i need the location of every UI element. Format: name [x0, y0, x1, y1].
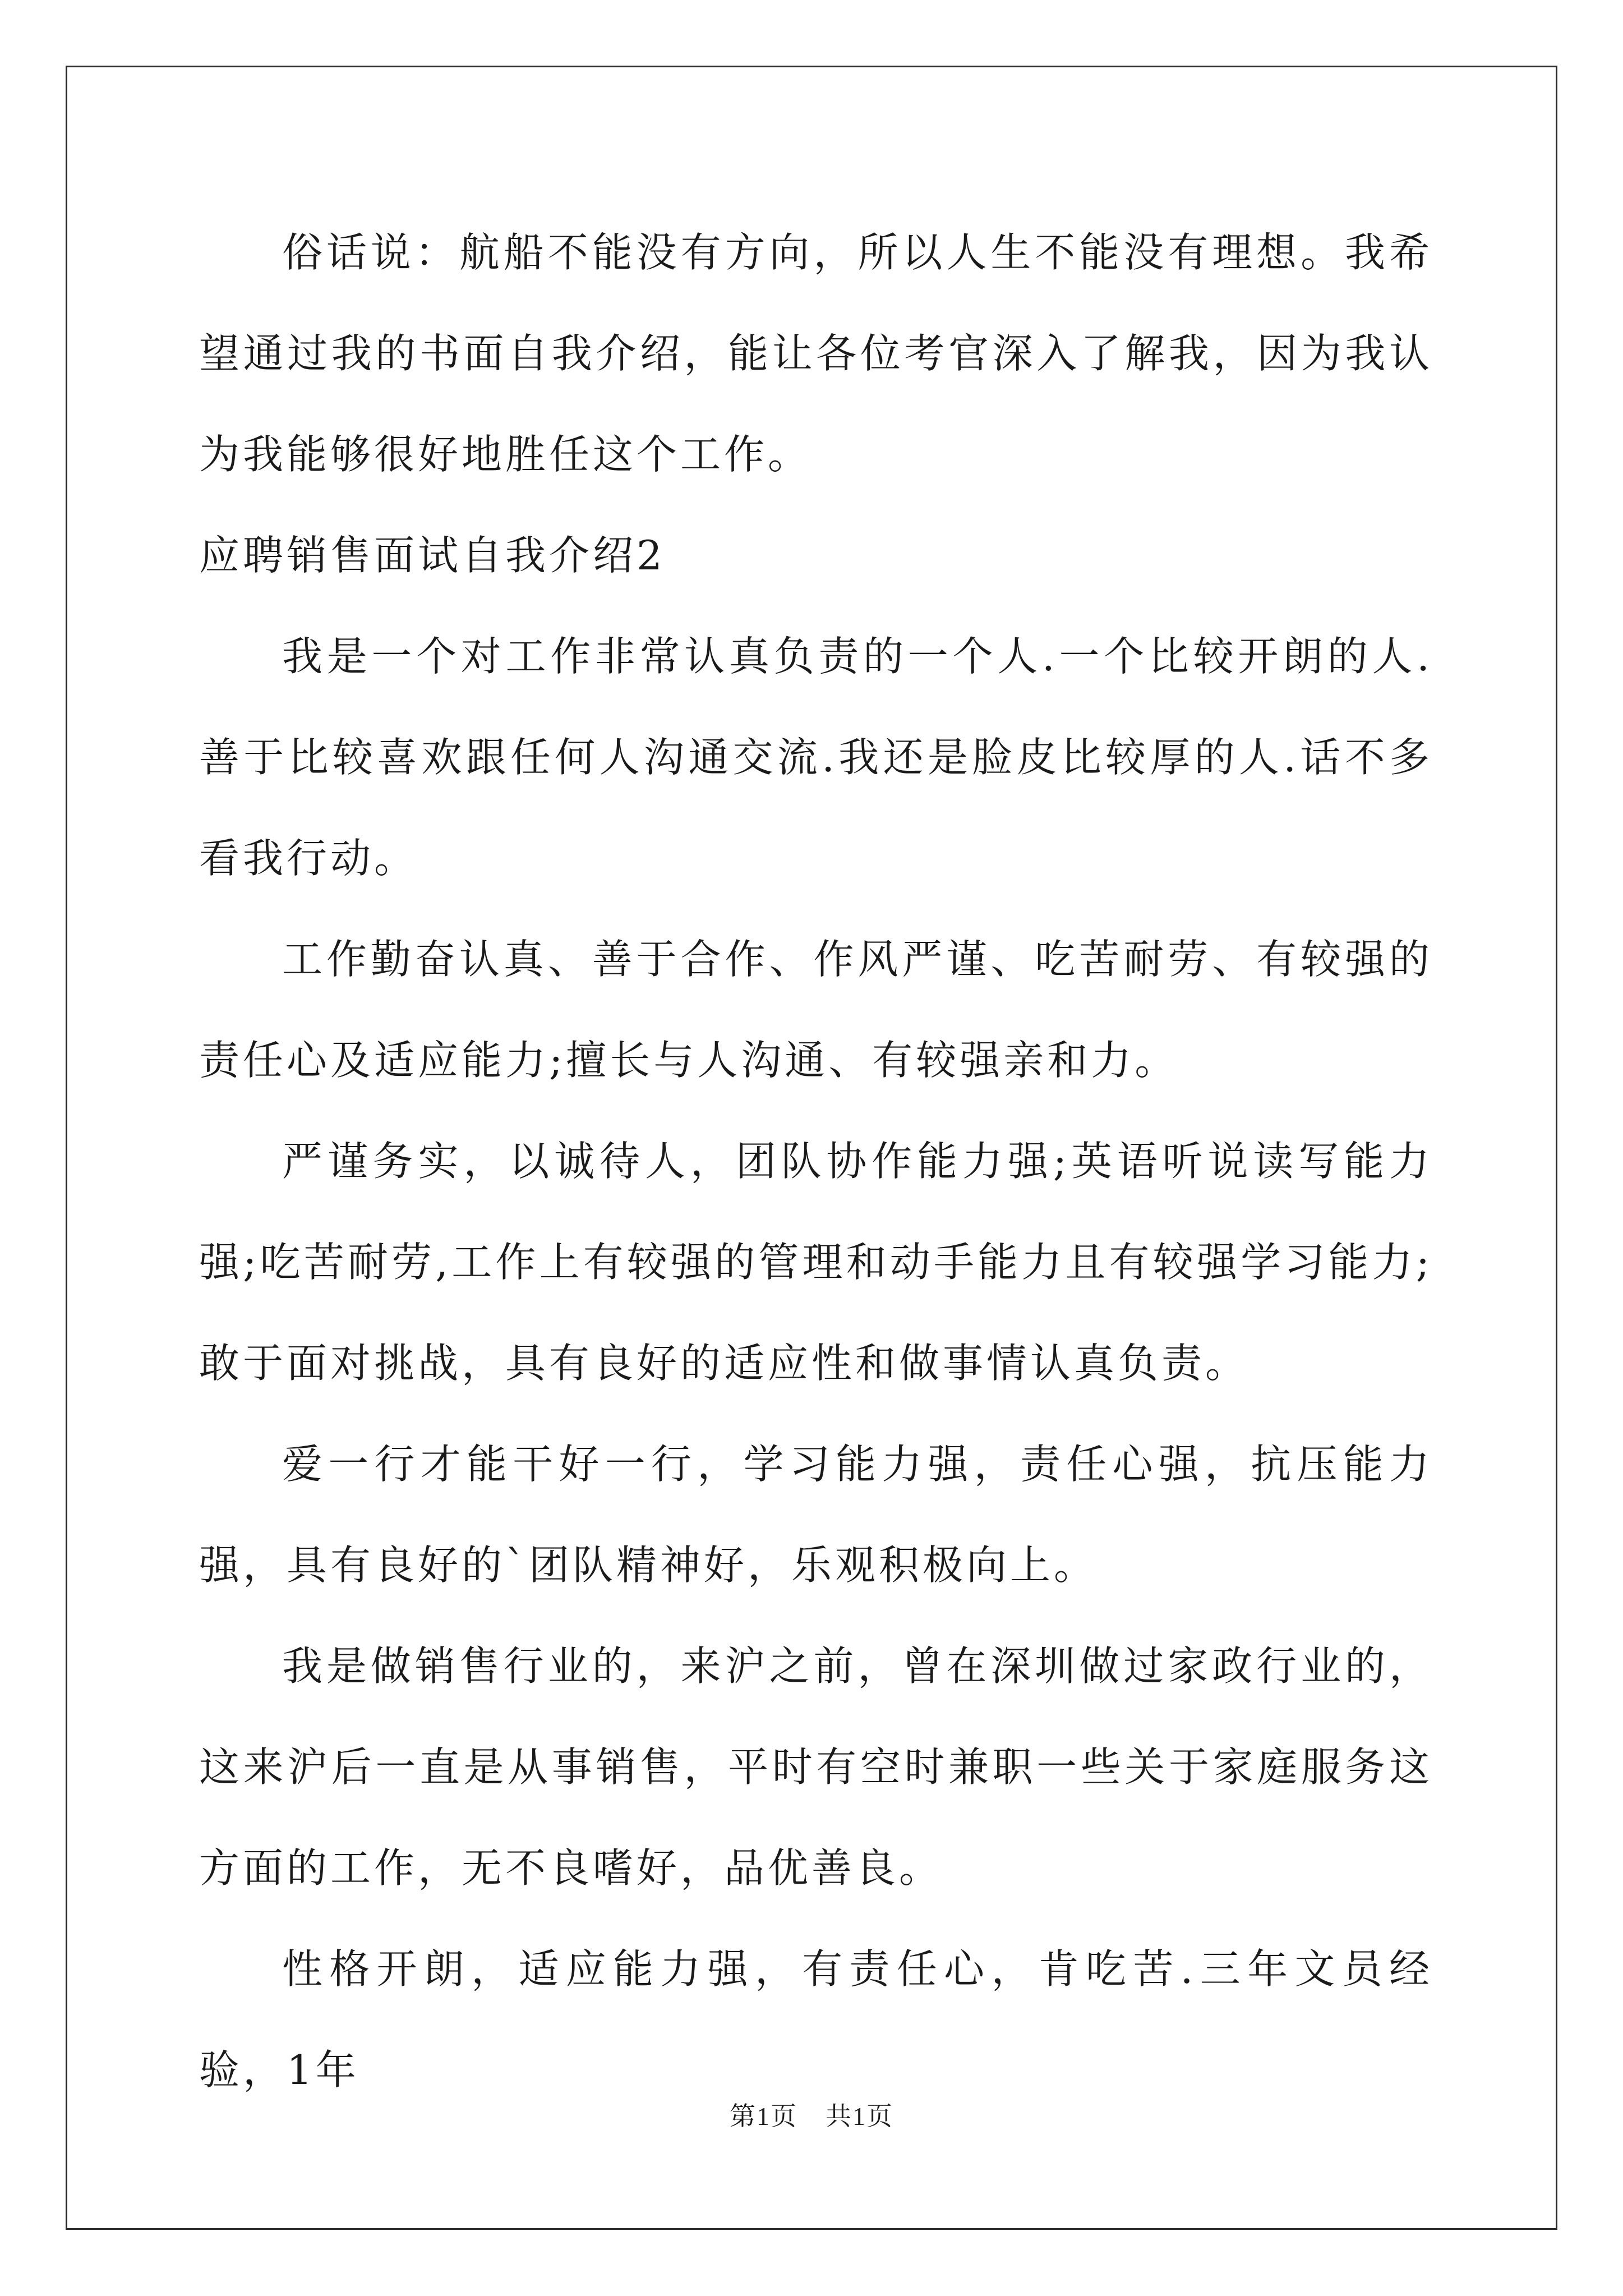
paragraph-work-attitude: 工作勤奋认真、善于合作、作风严谨、吃苦耐劳、有较强的责任心及适应能力;擅长与人沟通、有较强亲和力。	[199, 936, 1433, 1084]
page-footer	[0, 2096, 1623, 2133]
page-total: 共1页	[826, 2102, 893, 2131]
paragraph-personality: 我是一个对工作非常认真负责的一个人.一个比较开朗的人.善于比较喜欢跟任何人沟通交流.我还是脸皮比较厚的人.话不多看我行动。	[199, 633, 1433, 882]
section-heading: 应聘销售面试自我介绍2	[199, 532, 666, 579]
paragraph-intro: 俗话说：航船不能没有方向，所以人生不能没有理想。我希望通过我的书面自我介绍，能让各位考官深入了解我，因为我认为我能够很好地胜任这个工作。	[199, 229, 1433, 478]
paragraph-experience: 我是做销售行业的，来沪之前，曾在深圳做过家政行业的，这来沪后一直是从事销售，平时有空时兼职一些关于家庭服务这方面的工作，无不良嗜好，品优善良。	[199, 1642, 1433, 1892]
page-number: 第1页	[730, 2102, 797, 2131]
paragraph-skills: 严谨务实，以诚待人，团队协作能力强;英语听说读写能力强;吃苦耐劳,工作上有较强的管理和动手能力且有较强学习能力;敢于面对挑战，具有良好的适应性和做事情认真负责。	[199, 1138, 1433, 1387]
paragraph-summary: 性格开朗，适应能力强，有责任心，肯吃苦.三年文员经验，1年	[199, 1945, 1433, 2093]
document-body	[199, 202, 1433, 2120]
paragraph-passion: 爱一行才能干好一行，学习能力强，责任心强，抗压能力强，具有良好的`团队精神好，乐观积极向上。	[199, 1441, 1433, 1589]
